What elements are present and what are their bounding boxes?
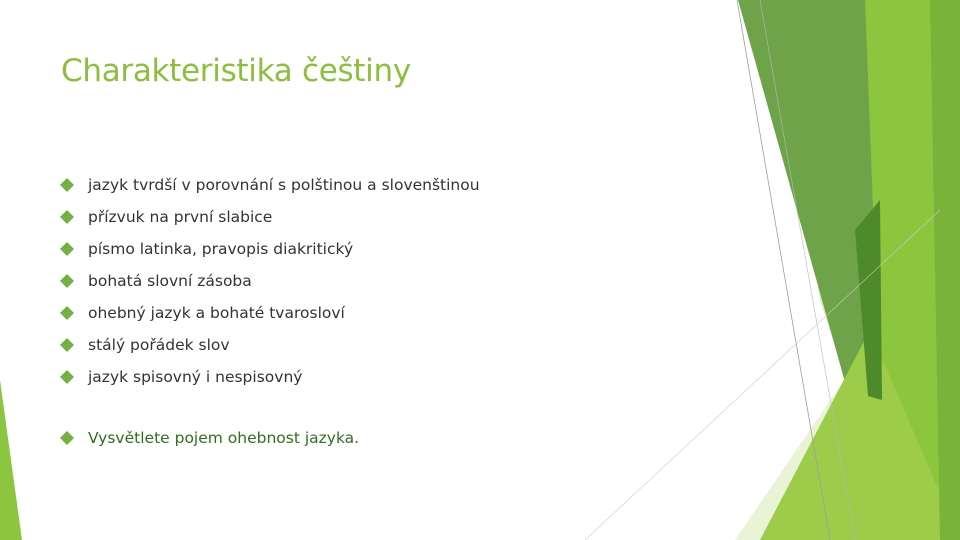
list-item-text: přízvuk na první slabice [88, 208, 273, 226]
diamond-bullet-icon [60, 242, 74, 256]
list-item [60, 333, 230, 357]
list-item [60, 269, 252, 293]
list-item [60, 426, 359, 450]
diamond-bullet-icon [60, 306, 74, 320]
list-item-text: písmo latinka, pravopis diakritický [88, 240, 354, 258]
diamond-bullet-icon [60, 431, 74, 445]
diamond-bullet-icon [60, 178, 74, 192]
olive-green-band [738, 0, 880, 400]
list-item [60, 365, 302, 389]
left-edge-triangle [0, 380, 22, 540]
diamond-bullet-icon [60, 210, 74, 224]
list-item [60, 205, 272, 229]
list-item [60, 301, 345, 325]
list-item-text: bohatá slovní zásoba [88, 272, 252, 290]
list-item-text: stálý pořádek slov [88, 336, 230, 354]
list-item-text: jazyk tvrdší v porovnání s polštinou a slovenštinou [88, 176, 480, 194]
list-item-text: jazyk spisovný i nespisovný [88, 368, 303, 386]
list-item-text: ohebný jazyk a bohaté tvarosloví [88, 304, 345, 322]
page-title: Charakteristika češtiny [61, 53, 411, 89]
diamond-bullet-icon [60, 338, 74, 352]
list-item [60, 237, 353, 261]
list-item [60, 173, 480, 197]
diamond-bullet-icon [60, 274, 74, 288]
diamond-bullet-icon [60, 370, 74, 384]
list-item-text: Vysvětlete pojem ohebnost jazyka. [88, 429, 360, 447]
